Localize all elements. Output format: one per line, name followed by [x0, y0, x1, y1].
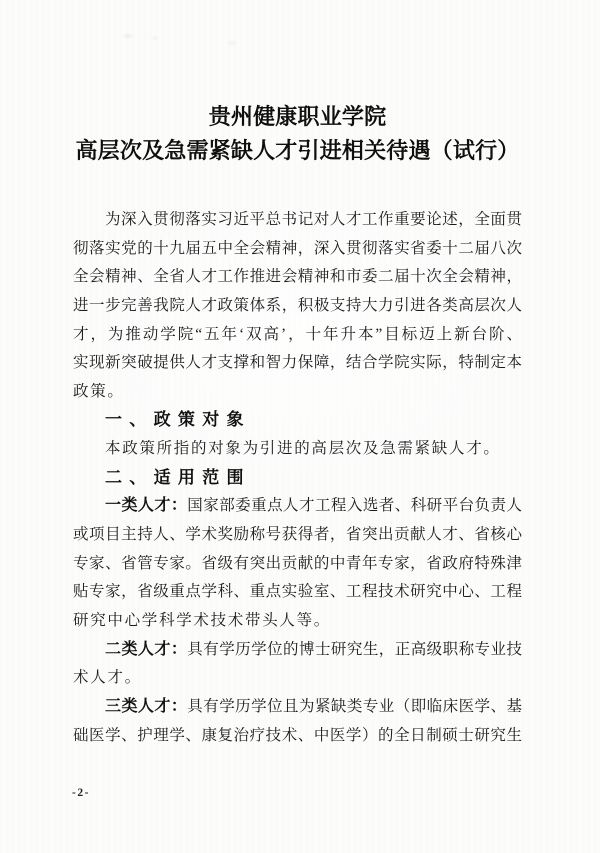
- intro-line-6: 实现新突破提供人才支撑和智力保障，结合学院实际，特制定本: [73, 354, 522, 372]
- talent-3-first-text: 具有学历学位且为紧缺类专业（即临床医学、基: [187, 697, 522, 715]
- document-subtitle: 高层次及急需紧缺人才引进相关待遇（试行）: [75, 138, 520, 163]
- talent-1-first-text: 国家部委重点人才工程入选者、科研平台负责人: [187, 497, 522, 515]
- section-2-heading: 二、适用范围: [105, 467, 251, 487]
- document-title: 贵州健康职业学院: [208, 104, 387, 129]
- talent-1-line-5: 研究中心学科学术技术带头人等。: [73, 611, 332, 629]
- document-content: [73, 100, 522, 750]
- section-1-body: 本政策所指的对象为引进的高层次及急需紧缺人才。: [105, 440, 501, 458]
- title-body-gap: [73, 168, 522, 206]
- talent-1-line-2: 或项目主持人、学术奖励称号获得者，省突出贡献人才、省核心: [73, 526, 522, 544]
- talent-2-first-text: 具有学历学位的博士研究生，正高级职称专业技: [187, 640, 522, 658]
- intro-line-4: 进一步完善我院人才政策体系，积极支持大力引进各类高层次人: [73, 296, 522, 314]
- page-number: -2-: [72, 787, 90, 799]
- intro-line-2: 彻落实党的十九届五中全会精神，深入贯彻落实省委十二届八次: [73, 239, 522, 257]
- intro-line-7: 政策。: [73, 382, 125, 400]
- talent-2-label: 二类人才：: [105, 640, 188, 658]
- intro-line-5: 才，为推动学院“五年‘双高’，十年升本”目标迈上新台阶、: [73, 325, 522, 343]
- intro-line-1: 为深入贯彻落实习近平总书记对人才工作重要论述，全面贯: [105, 211, 522, 228]
- section-1-heading: 一、政策对象: [105, 410, 251, 430]
- talent-2-line-1: [73, 636, 522, 665]
- talent-1-line-4: 贴专家，省级重点学科、重点实验室、工程技术研究中心、工程: [73, 583, 522, 601]
- intro-line-3: 全会精神、全省人才工作推进会精神和市委二届十次全会精神，: [73, 268, 522, 286]
- talent-3-label: 三类人才：: [105, 697, 188, 715]
- talent-3-line-2: 础医学、护理学、康复治疗技术、中医学）的全日制硕士研究生: [73, 726, 522, 744]
- talent-2-line-2: 术人才。: [73, 669, 142, 687]
- talent-1-line-3: 专家、省管专家。省级有突出贡献的中青年专家，省政府特殊津: [73, 554, 522, 572]
- talent-3-line-1: [73, 693, 522, 722]
- talent-1-line-1: [73, 492, 522, 521]
- talent-1-label: 一类人才：: [105, 497, 188, 515]
